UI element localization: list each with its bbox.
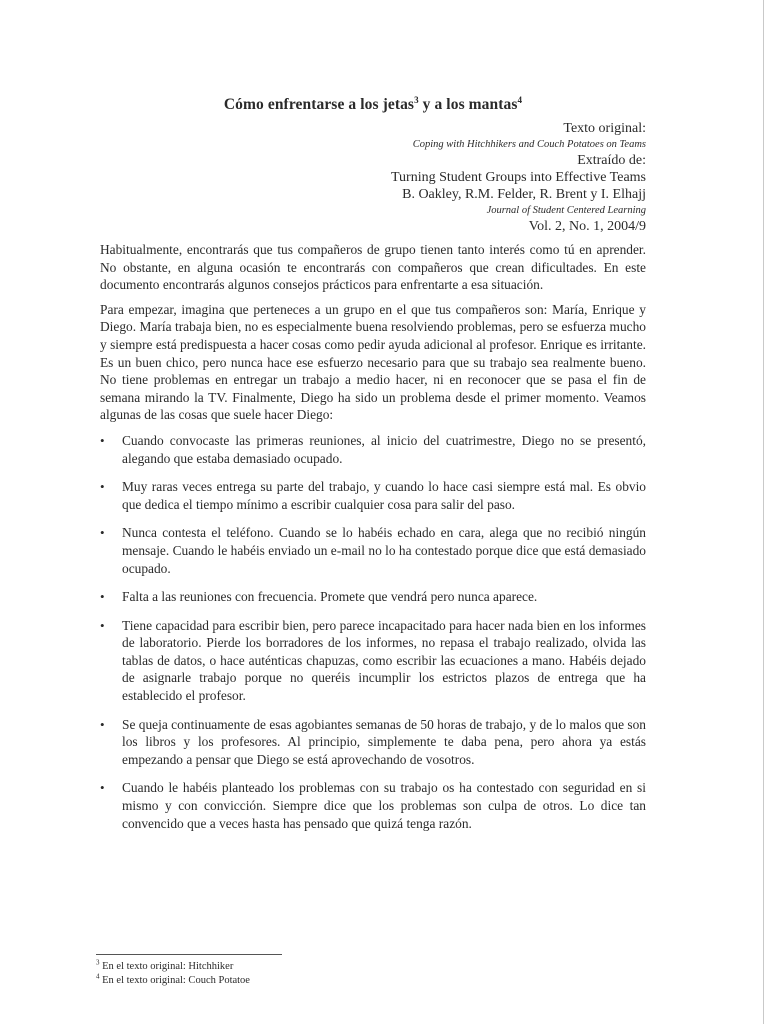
bullet-icon: •: [100, 432, 105, 448]
intro-paragraph: Habitualmente, encontrarás que tus compañeros de grupo tienen tanto interés como tú en aprender. No obstante, en alguna ocasión te encontrarás con compañeros que crean dificultades. En este documento encontrarás algunos consejos prácticos para enfrentarte a esa situación.: [100, 242, 646, 293]
footnote-ref-4[interactable]: 4: [517, 94, 523, 105]
list-item-text: Muy raras veces entrega su parte del trabajo, y cuando lo hace casi siempre está mal. Es obvio que dedica el tiempo mínimo a escribir cualquier cosa para salir del paso.: [122, 479, 646, 512]
list-item-text: Falta a las reuniones con frecuencia. Promete que vendrá pero nunca aparece.: [122, 589, 538, 605]
title-part-2: y a los mantas: [418, 96, 518, 113]
footnotes: [96, 960, 250, 988]
journal-name: Journal of Student Centered Learning: [486, 205, 646, 216]
document-page: [100, 96, 646, 843]
footnote-number: 3: [96, 958, 100, 967]
footnote-3: [96, 960, 250, 974]
bullet-icon: •: [100, 479, 105, 495]
extracted-from-label: Extraído de:: [577, 153, 646, 168]
bullet-icon: •: [100, 716, 105, 732]
original-text-label: Texto original:: [563, 121, 646, 136]
list-item-text: Cuando convocaste las primeras reuniones, al inicio del cuatrimestre, Diego no se presentó, alegando que estaba demasiado ocupado.: [122, 432, 646, 466]
diego-behaviors-list: [100, 432, 646, 832]
bullet-icon: •: [100, 617, 105, 633]
book-title: Turning Student Groups into Effective Teams: [390, 170, 646, 185]
footnote-ref-3[interactable]: 3: [414, 94, 419, 105]
list-item-text: Cuando le habéis planteado los problemas con su trabajo os ha contestado con seguridad en si mismo y con convicción. Siempre dice que los problemas son culpa de otros. Lo dice tan convencido que a veces hasta has pensado que quizá tenga razón.: [122, 780, 646, 831]
volume-info: Vol. 2, No. 1, 2004/9: [528, 219, 646, 234]
list-item: [100, 478, 646, 513]
footnote-text: En el texto original: Hitchhiker: [99, 961, 234, 972]
title-part-1: Cómo enfrentarse a los jetas: [223, 96, 415, 113]
scenario-paragraph: Para empezar, imagina que perteneces a un grupo en el que tus compañeros son: María, Enrique y Diego. María trabaja bien, no es especialmente buena resolviendo problemas, pero se esfuerza mucho y siempre está predispuesta a hacer cosas como pedir ayuda adicional al profesor. Enrique es irritante. Es un buen chico, pero nunca hace ese esfuerzo necesario para que su trabajo sea realmente bueno. No tiene problemas en entregar un trabajo a medio hacer, ni en reconocer que se pasa el fin de semana mirando la TV. Finalmente, Diego ha sido un problema desde el primer momento. Veamos algunas de las cosas que suele hacer Diego:: [100, 301, 646, 423]
list-item: [100, 779, 646, 832]
list-item: [100, 588, 646, 606]
list-item: [100, 432, 646, 467]
footnote-number: 4: [96, 972, 100, 981]
footnote-divider: [96, 954, 282, 955]
footnote-4: [96, 974, 250, 988]
bullet-icon: •: [100, 589, 105, 605]
document-title: [100, 96, 646, 114]
list-item-text: Tiene capacidad para escribir bien, pero parece incapacitado para hacer nada bien en los informes de laboratorio. Pierde los borradores de los informes, no repasa el trabajo realizado, olvida las tablas de datos, o hace auténticas chapuzas, como escribir las ecuaciones a mano. Habéis dejado de asignarle trabajo porque no queréis incumplir los estrictos plazos de entrega que ha establecido el profesor.: [122, 617, 646, 704]
list-item-text: Se queja continuamente de esas agobiantes semanas de 50 horas de trabajo, y de lo malos que son los libros y los profesores. Al principio, simplemente te daba pena, pero ahora ya estás empezando a pensar que Diego se está aprovechando de vosotros.: [122, 716, 646, 767]
bullet-icon: •: [100, 780, 105, 796]
list-item: [100, 716, 646, 769]
original-title: Coping with Hitchhikers and Couch Potatoes on Teams: [412, 139, 646, 150]
list-item: [100, 617, 646, 705]
source-block: [100, 120, 646, 235]
bullet-icon: •: [100, 525, 105, 541]
footnote-text: En el texto original: Couch Potatoe: [99, 975, 250, 986]
list-item-text: Nunca contesta el teléfono. Cuando se lo habéis echado en cara, alega que no recibió ningún mensaje. Cuando le habéis enviado un e-mail no lo ha contestado porque dice que está demasiado ocupado.: [122, 525, 646, 576]
page-edge: [763, 0, 764, 1024]
authors: B. Oakley, R.M. Felder, R. Brent y I. Elhajj: [402, 187, 646, 202]
list-item: [100, 524, 646, 577]
